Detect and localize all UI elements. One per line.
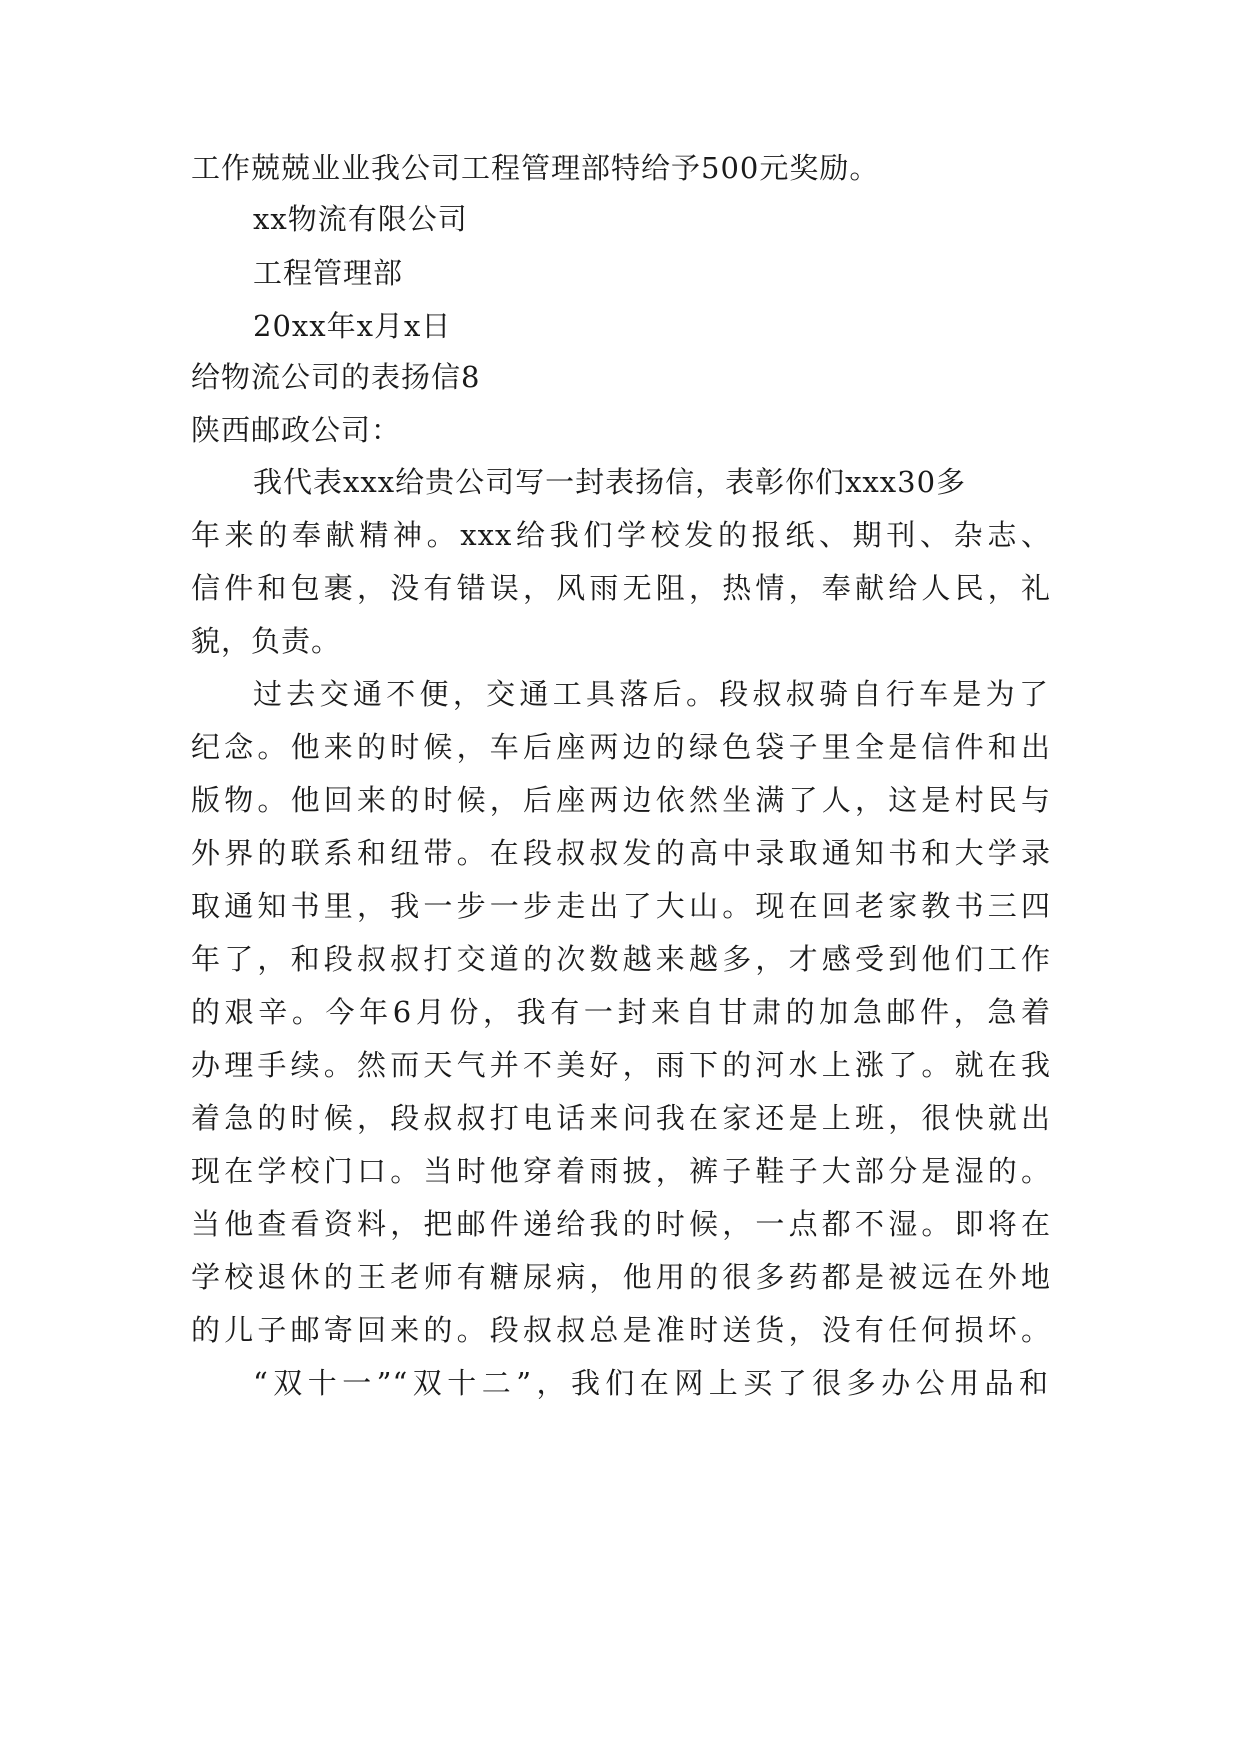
letter-date: 20xx年x月x日	[253, 309, 452, 343]
paragraph-line: 过去交通不便，交通工具落后。段叔叔骑自行车是为了	[253, 677, 1049, 711]
paragraph-line: 着急的时候，段叔叔打电话来问我在家还是上班，很快就出	[191, 1101, 1051, 1135]
paragraph-line: 我代表xxx给贵公司写一封表扬信，表彰你们xxx30多	[253, 465, 967, 499]
paragraph-line: 学校退休的王老师有糖尿病，他用的很多药都是被远在外地	[191, 1260, 1051, 1294]
paragraph-line: 办理手续。然而天气并不美好，雨下的河水上涨了。就在我	[191, 1048, 1051, 1082]
paragraph-line: 版物。他回来的时候，后座两边依然坐满了人，这是村民与	[191, 783, 1051, 817]
paragraph-line: “双十一”“双十二”，我们在网上买了很多办公用品和	[253, 1366, 1049, 1400]
section-title: 给物流公司的表扬信8	[191, 360, 481, 394]
paragraph-line: 现在学校门口。当时他穿着雨披，裤子鞋子大部分是湿的。	[191, 1154, 1051, 1188]
body-text-line: 工作兢兢业业我公司工程管理部特给予500元奖励。	[191, 151, 880, 185]
paragraph-line: 取通知书里，我一步一步走出了大山。现在回老家教书三四	[191, 889, 1051, 923]
paragraph-line: 的艰辛。今年6月份，我有一封来自甘肃的加急邮件，急着	[191, 995, 1051, 1029]
paragraph-line: 当他查看资料，把邮件递给我的时候，一点都不湿。即将在	[191, 1207, 1051, 1241]
paragraph-line: 年了，和段叔叔打交道的次数越来越多，才感受到他们工作	[191, 942, 1051, 976]
company-name: xx物流有限公司	[253, 202, 468, 236]
paragraph-line: 外界的联系和纽带。在段叔叔发的高中录取通知书和大学录	[191, 836, 1051, 870]
department-name: 工程管理部	[253, 256, 404, 290]
letter-salutation: 陕西邮政公司：	[191, 413, 402, 447]
paragraph-line: 信件和包裹，没有错误，风雨无阻，热情，奉献给人民，礼	[191, 571, 1051, 605]
paragraph-line: 的儿子邮寄回来的。段叔叔总是准时送货，没有任何损坏。	[191, 1313, 1051, 1347]
paragraph-line: 年来的奉献精神。xxx给我们学校发的报纸、期刊、杂志、	[191, 518, 1051, 552]
paragraph-line: 貌，负责。	[191, 624, 342, 658]
paragraph-line: 纪念。他来的时候，车后座两边的绿色袋子里全是信件和出	[191, 730, 1051, 764]
